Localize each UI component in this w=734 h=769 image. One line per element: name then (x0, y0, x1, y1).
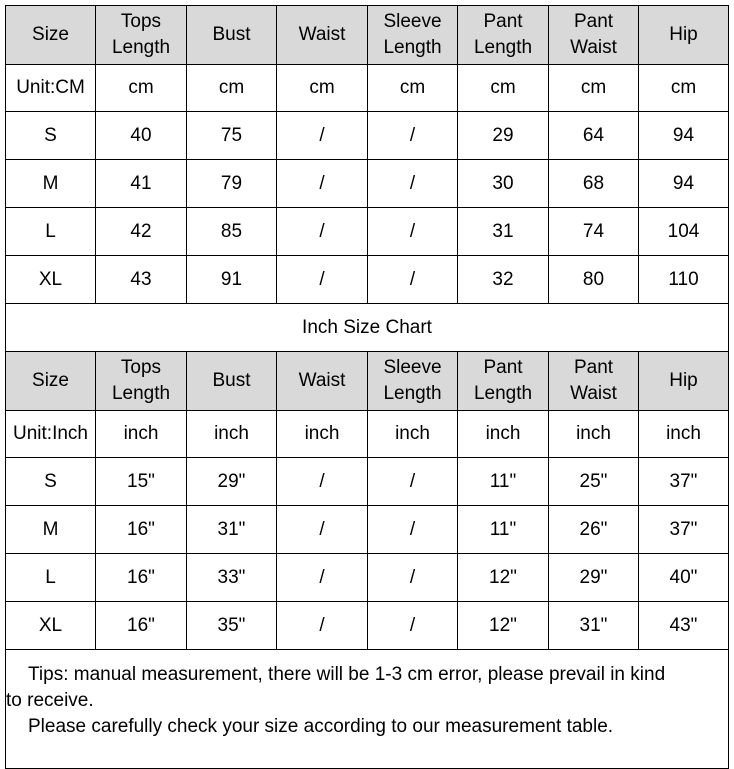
cm_table-data-cell: 41 (96, 160, 187, 208)
inch_table-header-cell (6, 352, 96, 411)
inch_table-data-cell: XL (6, 602, 96, 650)
cm_table-data-cell: 43 (96, 256, 187, 304)
inch-title-row (6, 304, 729, 352)
inch_table-data-cell: / (277, 458, 368, 506)
cm_table-header-label: Tops (120, 11, 162, 32)
cm_table-data-cell: / (368, 208, 458, 256)
cm_table-header-label: Size (32, 24, 69, 45)
cm_table-data-row (6, 208, 729, 256)
inch_table-data-cell: 29" (187, 458, 277, 506)
inch_table-header-cell (187, 352, 277, 411)
inch_table-unit-cell: inch (549, 411, 639, 458)
cm_table-data-cell: 40 (96, 112, 187, 160)
inch_table-data-row (6, 458, 729, 506)
inch_table-data-cell: 25" (549, 458, 639, 506)
inch_table-header-label: Sleeve (383, 357, 442, 378)
cm_table-data-cell: / (277, 208, 368, 256)
cm_table-data-cell: / (277, 160, 368, 208)
inch_table-data-cell: 29" (549, 554, 639, 602)
cm_table-header-cell (458, 6, 549, 65)
inch_table-data-cell: 11" (458, 506, 549, 554)
cm_table-unit-cell: cm (639, 65, 729, 112)
inch_table-unit-cell: inch (277, 411, 368, 458)
inch_table-header-label: Size (32, 370, 69, 391)
inch_table-data-cell: L (6, 554, 96, 602)
cm_table-data-cell: 31 (458, 208, 549, 256)
cm_table-unit-cell: cm (277, 65, 368, 112)
cm_table-data-cell: S (6, 112, 96, 160)
tips-line-2: Please carefully check your size according to our measurement table. (28, 716, 614, 737)
inch_table-data-cell: S (6, 458, 96, 506)
cm_table-data-cell: 29 (458, 112, 549, 160)
inch_table-data-cell: 31" (187, 506, 277, 554)
tips-cell (6, 650, 729, 769)
tips-line-1-continued: to receive. (6, 690, 94, 711)
inch_table-data-cell: 40" (639, 554, 729, 602)
cm_table-header-cell (368, 6, 458, 65)
cm_table-data-cell: / (368, 160, 458, 208)
cm_table-header-label: Length (383, 37, 442, 58)
cm_table-data-cell: 110 (639, 256, 729, 304)
cm_table-data-row (6, 256, 729, 304)
inch_table-data-cell: / (368, 602, 458, 650)
inch_table-data-cell: 37" (639, 458, 729, 506)
cm_table-header-label: Pant (573, 11, 614, 32)
inch_table-header-label: Length (111, 383, 171, 404)
cm_table-data-cell: 79 (187, 160, 277, 208)
cm_table-data-cell: / (277, 256, 368, 304)
inch_table-data-cell: 16" (96, 554, 187, 602)
tips-row (6, 650, 729, 769)
inch_table-unit-cell: inch (96, 411, 187, 458)
cm_table-data-cell: 75 (187, 112, 277, 160)
inch_table-header-cell (277, 352, 368, 411)
cm_table-header-label: Hip (669, 24, 698, 45)
cm_table-header-label: Pant (483, 11, 523, 32)
inch_table-header-label: Waist (298, 370, 346, 391)
inch_table-header-label: Length (473, 383, 533, 404)
inch_table-header-cell (458, 352, 549, 411)
cm_table-data-cell: 64 (549, 112, 639, 160)
inch_table-data-cell: 31" (549, 602, 639, 650)
inch-size-chart-title: Inch Size Chart (6, 304, 729, 352)
inch_table-header-cell (639, 352, 729, 411)
cm_table-unit-cell: cm (458, 65, 549, 112)
inch_table-data-cell: / (368, 458, 458, 506)
inch_table-unit-cell: inch (368, 411, 458, 458)
cm_table-header-label: Length (111, 37, 171, 58)
size-chart-table (5, 5, 729, 769)
inch_table-data-cell: / (277, 554, 368, 602)
size-chart-body (6, 6, 729, 769)
inch_table-unit-cell: inch (187, 411, 277, 458)
cm_table-unit-cell: Unit:CM (6, 65, 96, 112)
cm_table-data-cell: / (368, 112, 458, 160)
cm_table-header-label: Length (473, 37, 533, 58)
inch_table-header-label: Pant (573, 357, 614, 378)
cm_table-header-cell (187, 6, 277, 65)
cm_table-data-cell: 85 (187, 208, 277, 256)
inch_table-data-cell: 26" (549, 506, 639, 554)
inch_table-data-cell: 43" (639, 602, 729, 650)
inch_table-data-row (6, 506, 729, 554)
cm_table-data-cell: 30 (458, 160, 549, 208)
inch_table-unit-row (6, 411, 729, 458)
cm_table-data-cell: 74 (549, 208, 639, 256)
cm_table-data-cell: XL (6, 256, 96, 304)
inch_table-header-cell (96, 352, 187, 411)
inch_table-data-cell: 15" (96, 458, 187, 506)
inch_table-header-label: Waist (570, 383, 617, 404)
inch_table-header-cell (368, 352, 458, 411)
inch_table-data-cell: 16" (96, 602, 187, 650)
cm_table-header-cell (639, 6, 729, 65)
cm_table-unit-cell: cm (368, 65, 458, 112)
inch_table-header-row (6, 352, 729, 411)
inch_table-data-cell: M (6, 506, 96, 554)
inch_table-header-label: Hip (669, 370, 698, 391)
cm_table-header-cell (96, 6, 187, 65)
inch_table-data-cell: / (277, 602, 368, 650)
cm_table-data-cell: 42 (96, 208, 187, 256)
cm_table-data-cell: 94 (639, 112, 729, 160)
cm_table-data-cell: 94 (639, 160, 729, 208)
inch_table-data-cell: 12" (458, 554, 549, 602)
cm_table-header-cell (549, 6, 639, 65)
inch_table-header-label: Length (383, 383, 442, 404)
inch_table-data-row (6, 602, 729, 650)
cm_table-data-cell: M (6, 160, 96, 208)
cm_table-header-label: Bust (212, 24, 251, 45)
inch_table-unit-cell: Unit:Inch (6, 411, 96, 458)
inch_table-data-cell: 37" (639, 506, 729, 554)
cm_table-data-cell: 80 (549, 256, 639, 304)
cm_table-data-cell: / (368, 256, 458, 304)
cm_table-header-cell (6, 6, 96, 65)
inch_table-data-row (6, 554, 729, 602)
cm_table-data-cell: 91 (187, 256, 277, 304)
inch_table-data-cell: 33" (187, 554, 277, 602)
cm_table-data-cell: L (6, 208, 96, 256)
inch_table-header-label: Tops (120, 357, 162, 378)
cm_table-data-cell: / (277, 112, 368, 160)
cm_table-header-label: Waist (298, 24, 346, 45)
cm_table-data-row (6, 160, 729, 208)
cm_table-unit-cell: cm (187, 65, 277, 112)
inch_table-data-cell: / (368, 554, 458, 602)
cm_table-data-cell: 104 (639, 208, 729, 256)
inch_table-header-label: Bust (212, 370, 251, 391)
inch_table-header-cell (549, 352, 639, 411)
inch_table-unit-cell: inch (639, 411, 729, 458)
inch_table-data-cell: / (368, 506, 458, 554)
cm_table-data-row (6, 112, 729, 160)
inch_table-header-label: Pant (483, 357, 523, 378)
cm_table-header-label: Sleeve (383, 11, 442, 32)
cm_table-header-label: Waist (570, 37, 617, 58)
cm_table-unit-row (6, 65, 729, 112)
cm_table-header-cell (277, 6, 368, 65)
inch_table-data-cell: 16" (96, 506, 187, 554)
tips-line-1: Tips: manual measurement, there will be 1-3 cm error, please prevail in kind (28, 664, 666, 685)
cm_table-header-row (6, 6, 729, 65)
cm_table-unit-cell: cm (549, 65, 639, 112)
inch_table-data-cell: 12" (458, 602, 549, 650)
inch_table-data-cell: / (277, 506, 368, 554)
inch_table-data-cell: 11" (458, 458, 549, 506)
inch_table-data-cell: 35" (187, 602, 277, 650)
inch_table-unit-cell: inch (458, 411, 549, 458)
cm_table-data-cell: 68 (549, 160, 639, 208)
cm_table-data-cell: 32 (458, 256, 549, 304)
cm_table-unit-cell: cm (96, 65, 187, 112)
